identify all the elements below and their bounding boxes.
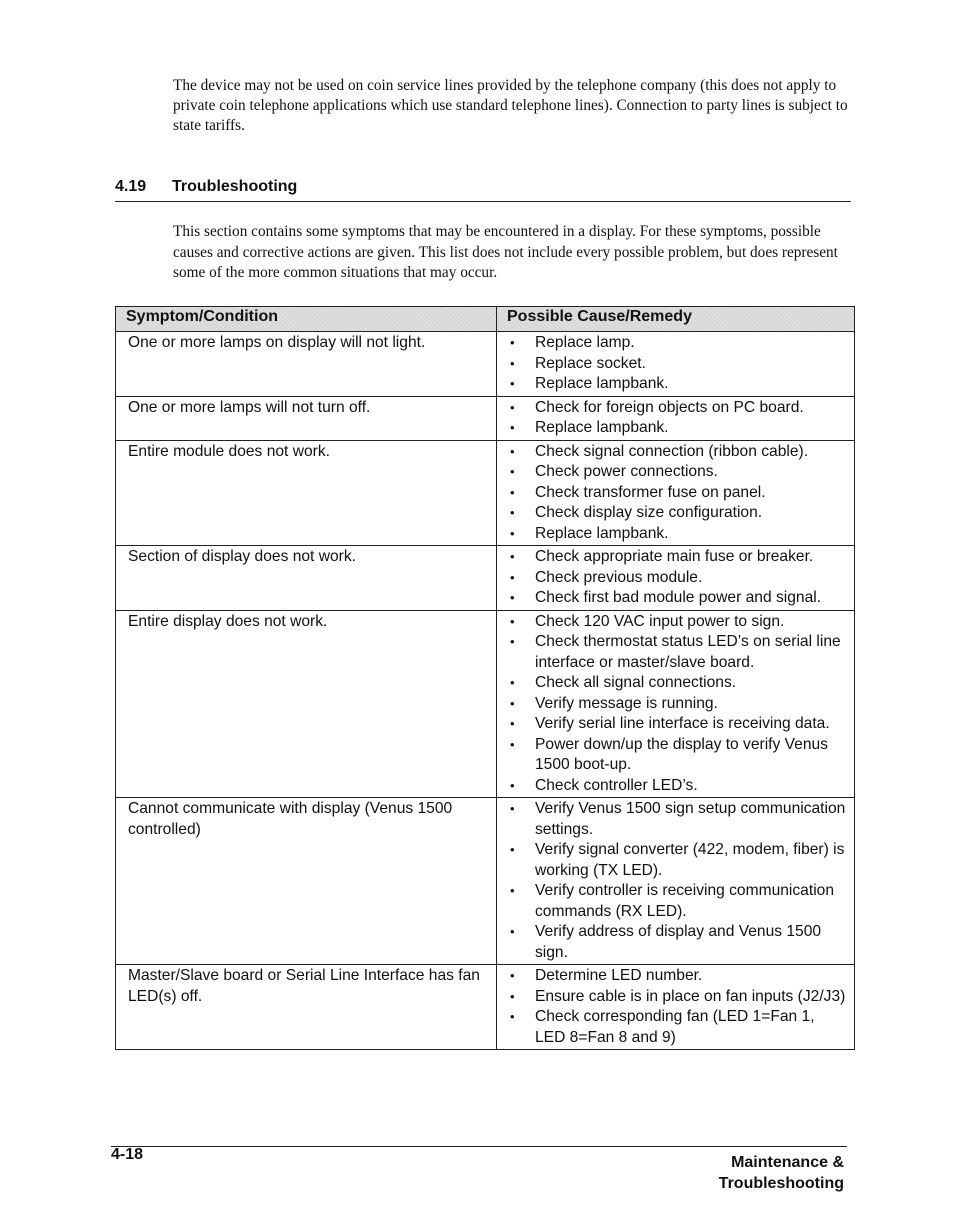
remedy-list <box>501 799 848 963</box>
remedy-cell <box>497 965 855 1050</box>
remedy-item: • Verify Venus 1500 sign setup communication settings. <box>501 799 848 840</box>
symptom-cell: Entire module does not work. <box>116 440 497 546</box>
remedy-item: • Check display size configuration. <box>501 503 848 524</box>
column-header-remedy: Possible Cause/Remedy <box>497 307 855 332</box>
remedy-item: • Check power connections. <box>501 462 848 483</box>
remedy-item: • Check corresponding fan (LED 1=Fan 1, LED 8=Fan 8 and 9) <box>501 1007 848 1048</box>
remedy-item: • Verify signal converter (422, modem, fiber) is working (TX LED). <box>501 840 848 881</box>
table-row <box>116 396 855 440</box>
remedy-item: • Check first bad module power and signal. <box>501 588 848 609</box>
remedy-item: • Check appropriate main fuse or breaker. <box>501 547 848 568</box>
remedy-list <box>501 333 848 395</box>
remedy-item: • Ensure cable is in place on fan inputs (J2/J3) <box>501 987 848 1008</box>
remedy-item: • Replace lampbank. <box>501 374 848 395</box>
remedy-item: • Replace lamp. <box>501 333 848 354</box>
remedy-cell <box>497 546 855 611</box>
section-number: 4.19 <box>115 178 147 195</box>
remedy-item: • Power down/up the display to verify Venus 1500 boot-up. <box>501 735 848 776</box>
remedy-list <box>501 398 848 439</box>
troubleshooting-table <box>115 306 855 1050</box>
remedy-item: • Verify serial line interface is receiving data. <box>501 714 848 735</box>
remedy-item: • Verify message is running. <box>501 694 848 715</box>
symptom-cell: Cannot communicate with display (Venus 1500 controlled) <box>116 798 497 965</box>
remedy-item: • Check all signal connections. <box>501 673 848 694</box>
table-header-row <box>116 307 855 332</box>
remedy-item: • Check thermostat status LED’s on serial line interface or master/slave board. <box>501 632 848 673</box>
remedy-item: • Check previous module. <box>501 568 848 589</box>
remedy-cell <box>497 440 855 546</box>
table-row <box>116 546 855 611</box>
chapter-title <box>719 1152 844 1194</box>
table-row <box>116 332 855 397</box>
remedy-cell <box>497 396 855 440</box>
section-title: Troubleshooting <box>172 178 298 195</box>
symptom-cell: One or more lamps on display will not light. <box>116 332 497 397</box>
intro-paragraph: The device may not be used on coin service lines provided by the telephone company (this does not apply to private coin telephone applications which use standard telephone lines). Connection to party lines is subject to state tariffs. <box>173 77 848 134</box>
footer-rule <box>111 1146 847 1147</box>
remedy-item: • Check signal connection (ribbon cable). <box>501 442 848 463</box>
remedy-item: • Determine LED number. <box>501 966 848 987</box>
remedy-item: • Replace lampbank. <box>501 524 848 545</box>
remedy-item: • Verify address of display and Venus 1500 sign. <box>501 922 848 963</box>
remedy-list <box>501 442 848 545</box>
remedy-item: • Check controller LED’s. <box>501 776 848 797</box>
table-row <box>116 440 855 546</box>
symptom-cell: Section of display does not work. <box>116 546 497 611</box>
remedy-item: • Check for foreign objects on PC board. <box>501 398 848 419</box>
page-number: 4-18 <box>111 1146 144 1163</box>
table-row <box>116 798 855 965</box>
remedy-list <box>501 547 848 609</box>
remedy-item: • Replace lampbank. <box>501 418 848 439</box>
chapter-title-line-2: Troubleshooting <box>718 1175 844 1192</box>
remedy-list <box>501 966 848 1048</box>
remedy-list <box>501 612 848 797</box>
remedy-cell <box>497 610 855 798</box>
column-header-symptom: Symptom/Condition <box>116 307 497 332</box>
remedy-item: • Replace socket. <box>501 354 848 375</box>
table-row <box>116 610 855 798</box>
remedy-cell <box>497 332 855 397</box>
remedy-item: • Check transformer fuse on panel. <box>501 483 848 504</box>
remedy-item: • Check 120 VAC input power to sign. <box>501 612 848 633</box>
symptom-cell: Entire display does not work. <box>116 610 497 798</box>
table-row <box>116 965 855 1050</box>
chapter-title-line-1: Maintenance & <box>731 1154 844 1171</box>
symptom-cell: One or more lamps will not turn off. <box>116 396 497 440</box>
table-body <box>116 332 855 1050</box>
symptom-cell: Master/Slave board or Serial Line Interface has fan LED(s) off. <box>116 965 497 1050</box>
section-paragraph: This section contains some symptoms that may be encountered in a display. For these symptoms, possible causes and corrective actions are given. This list does not include every possible problem, but does represent some of the more common situations that may occur. <box>173 223 838 281</box>
remedy-item: • Verify controller is receiving communication commands (RX LED). <box>501 881 848 922</box>
section-heading <box>115 176 851 202</box>
remedy-cell <box>497 798 855 965</box>
